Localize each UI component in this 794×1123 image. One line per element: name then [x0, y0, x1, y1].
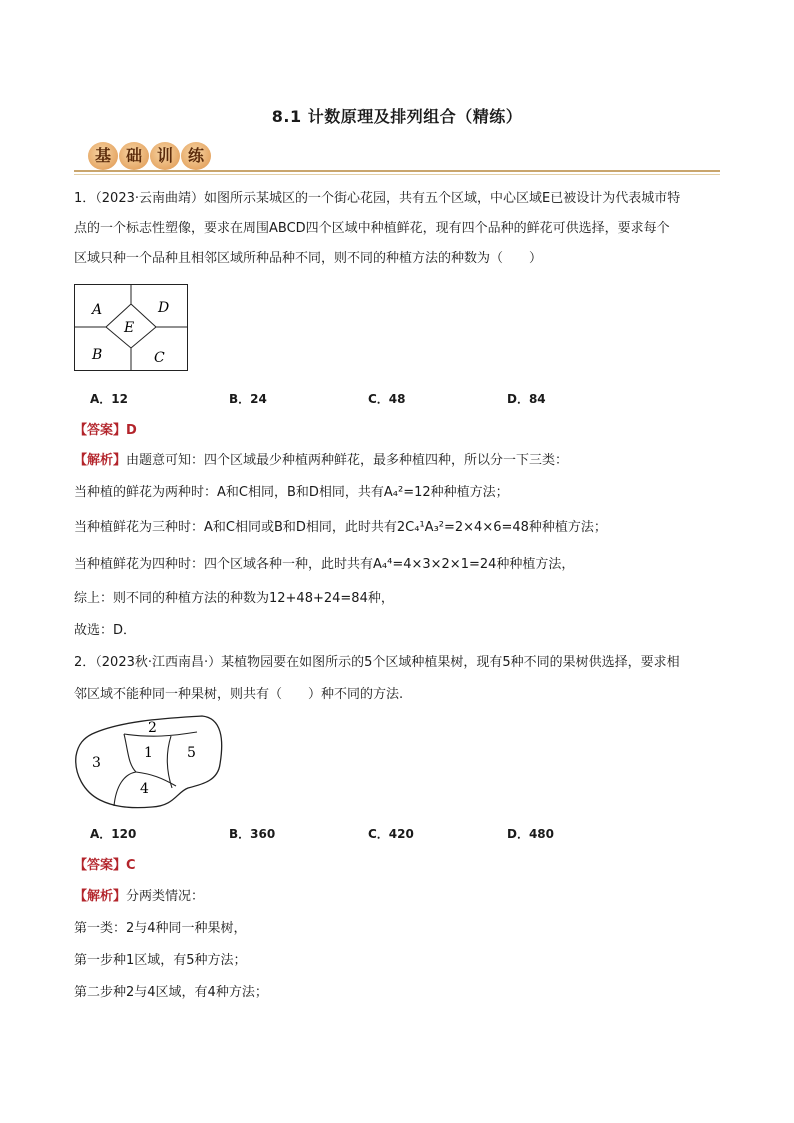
q1-option-d: D．84 [507, 392, 546, 406]
q2-option-d: D．480 [507, 827, 555, 841]
q2-garden-figure [72, 712, 224, 812]
region-label-1: 1 [144, 745, 153, 761]
q1-analysis-5: 综上：则不同的种植方法的种数为12+48+24=84种， [74, 591, 394, 606]
q1-text-line-1: 1．（2023·云南曲靖）如图所示某城区的一个街心花园，共有五个区域，中心区域E已被设计为代表城市特 [74, 191, 681, 206]
q2-option-c: C．420 [368, 827, 414, 841]
banner-char-4: 练 [181, 142, 211, 170]
region-label-3: 3 [92, 755, 101, 771]
section-banner [74, 140, 720, 176]
answer-label: 【答案】 [74, 858, 127, 873]
answer-label: 【答案】 [74, 423, 127, 438]
region-label-5: 5 [187, 745, 196, 761]
banner-divider [74, 170, 720, 172]
banner-divider-thin [74, 174, 720, 175]
banner-char-2: 础 [119, 142, 149, 170]
q2-answer [74, 857, 136, 874]
answer-value: C [126, 858, 136, 873]
banner-char-3: 训 [150, 142, 180, 170]
region-label-4: 4 [140, 781, 149, 797]
q1-option-a: A．12 [90, 392, 128, 406]
q1-options [90, 390, 646, 407]
page-title: 8.1 计数原理及排列组合（精练） [271, 107, 523, 126]
region-label-a: A [92, 302, 103, 318]
q1-text-line-2: 点的一个标志性塑像，要求在周围ABCD四个区域中种植鲜花，现有四个品种的鲜花可供选择，要求每个 [74, 221, 670, 236]
q1-option-c: C．48 [368, 392, 406, 406]
q1-analysis-4: 当种植鲜花为四种时：四个区域各种一种，此时共有A₄⁴=4×3×2×1=24种种植方法， [74, 557, 575, 572]
q2-options [90, 825, 646, 842]
q2-text-line-1: 2．（2023秋·江西南昌·）某植物园要在如图所示的5个区域种植果树，现有5种不同的果树供选择，要求相 [74, 655, 680, 670]
q1-analysis-6: 故选：D． [74, 623, 137, 638]
q1-analysis-1: 【解析】由题意可知：四个区域最少种植两种鲜花，最多种植四种，所以分一下三类： [74, 453, 569, 468]
q2-analysis-4: 第二步种2与4区域，有4种方法； [74, 985, 268, 1000]
region-label-e: E [124, 320, 135, 336]
q1-analysis-2: 当种植的鲜花为两种时：A和C相同，B和D相同，共有A₄²=12种种植方法； [74, 485, 509, 500]
analysis-label: 【解析】 [74, 453, 127, 468]
q2-text-line-2: 邻区域不能种同一种果树，则共有（ ）种不同的方法. [74, 687, 404, 702]
q2-analysis-2: 第一类：2与4种同一种果树， [74, 921, 247, 936]
q1-option-b: B．24 [229, 392, 267, 406]
q2-analysis-3: 第一步种1区域，有5种方法； [74, 953, 247, 968]
answer-value: D [126, 423, 137, 438]
region-label-d: D [158, 300, 170, 316]
q1-analysis-3: 当种植鲜花为三种时：A和C相同或B和D相同，此时共有2C₄¹A₃²=2×4×6=48种种植方法； [74, 520, 607, 535]
q1-answer [74, 422, 137, 439]
q2-analysis-1: 【解析】分两类情况： [74, 889, 205, 904]
q1-text-line-3: 区域只种一个品种且相邻区域所种品种不同，则不同的种植方法的种数为（ ） [74, 251, 543, 266]
region-label-2: 2 [148, 720, 157, 736]
region-label-c: C [154, 350, 165, 366]
q2-option-a: A．120 [90, 827, 137, 841]
q2-option-b: B．360 [229, 827, 276, 841]
analysis-label: 【解析】 [74, 889, 127, 904]
q1-garden-figure [74, 284, 188, 372]
banner-char-1: 基 [88, 142, 118, 170]
region-label-b: B [92, 347, 103, 363]
